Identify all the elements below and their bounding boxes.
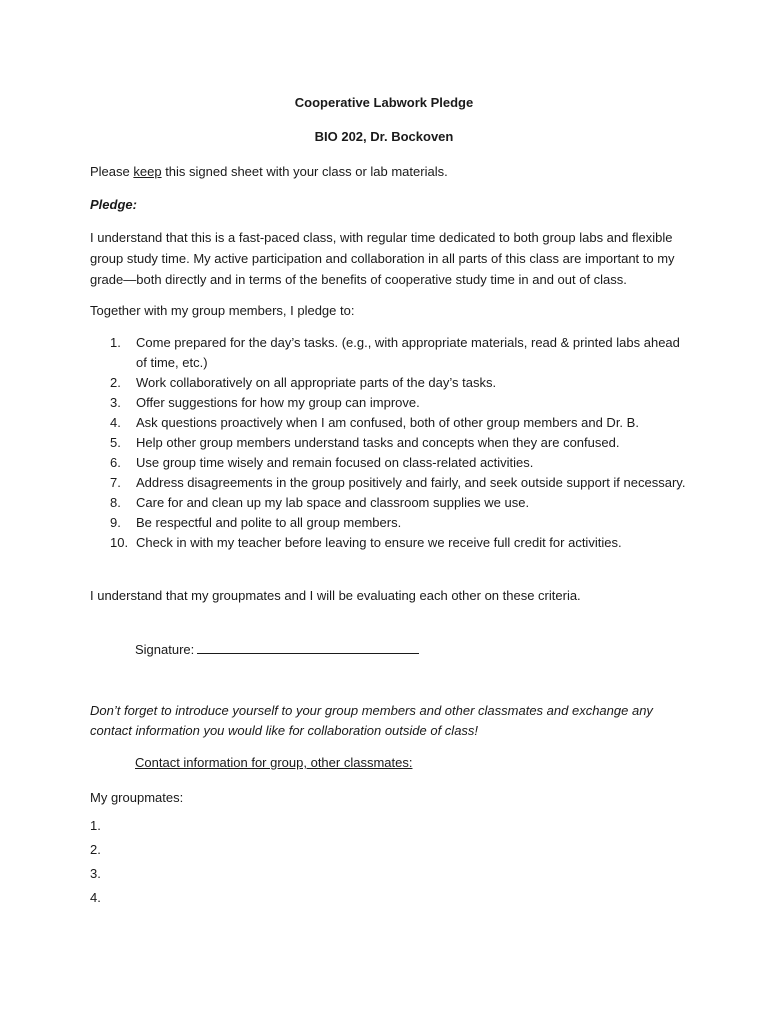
pledge-item-number: 1.: [110, 335, 121, 350]
statement-line: I understand that this is a fast-paced class, with regular time dedicated to both group labs and flexible: [90, 230, 673, 245]
pledge-item: 10. Check in with my teacher before leaving to ensure we receive full credit for activities.: [90, 533, 690, 553]
pledge-item-number: 3.: [110, 395, 121, 410]
groupmates-label: My groupmates:: [90, 790, 184, 805]
statement-line: grade—both directly and in terms of the benefits of cooperative study time in and out of class.: [90, 272, 627, 287]
pledge-item-number: 4.: [110, 415, 121, 430]
statement-line: group study time. My active participation and collaboration in all parts of this class are important to my: [90, 251, 675, 266]
pledge-item: 3. Offer suggestions for how my group can improve.: [90, 393, 690, 413]
pledge-list: [90, 333, 690, 553]
signature-line[interactable]: [197, 639, 419, 654]
pledge-label: Pledge:: [90, 197, 137, 212]
pledge-item-number: 8.: [110, 495, 121, 510]
pledge-item: 8. Care for and clean up my lab space and classroom supplies we use.: [90, 493, 690, 513]
pledge-item: 5. Help other group members understand tasks and concepts when they are confused.: [90, 433, 690, 453]
groupmate-entry: 3.: [90, 866, 101, 881]
pledge-item: 4. Ask questions proactively when I am confused, both of other group members and Dr. B.: [90, 413, 690, 433]
pledge-item-number: 9.: [110, 515, 121, 530]
groupmate-entry: 4.: [90, 890, 101, 905]
pledge-item-number: 6.: [110, 455, 121, 470]
pledge-item-number: 7.: [110, 475, 121, 490]
pledge-item: 6. Use group time wisely and remain focused on class-related activities.: [90, 453, 690, 473]
pledge-item: 2. Work collaboratively on all appropriate parts of the day’s tasks.: [90, 373, 690, 393]
pledge-item-number: 5.: [110, 435, 121, 450]
groupmate-entry: 1.: [90, 818, 101, 833]
pledge-statement: [90, 227, 690, 290]
document-title: Cooperative Labwork Pledge: [294, 95, 474, 110]
evaluation-line: I understand that my groupmates and I will be evaluating each other on these criteria.: [90, 588, 581, 603]
together-line: Together with my group members, I pledge to:: [90, 303, 355, 318]
groupmate-entry: 2.: [90, 842, 101, 857]
pledge-item-number: 2.: [110, 375, 121, 390]
keep-emphasis: keep: [133, 164, 162, 179]
pledge-item: 7. Address disagreements in the group positively and fairly, and seek outside support if necessary.: [90, 473, 690, 493]
contact-heading: Contact information for group, other classmates:: [135, 755, 413, 770]
signature-label: Signature:: [135, 642, 195, 657]
pledge-item: 1. Come prepared for the day’s tasks. (e.g., with appropriate materials, read & printed labs ahead of time, etc.): [110, 335, 680, 370]
document-subtitle: BIO 202, Dr. Bockoven: [314, 129, 454, 144]
reminder-note: Don’t forget to introduce yourself to your group members and other classmates and exchange any contact information you would like for collaboration outside of class!: [90, 703, 653, 738]
signature-field[interactable]: [135, 639, 419, 660]
intro-line: Please keep this signed sheet with your class or lab materials.: [90, 164, 448, 179]
pledge-item-number: 10.: [110, 535, 129, 550]
pledge-item: 9. Be respectful and polite to all group members.: [90, 513, 690, 533]
